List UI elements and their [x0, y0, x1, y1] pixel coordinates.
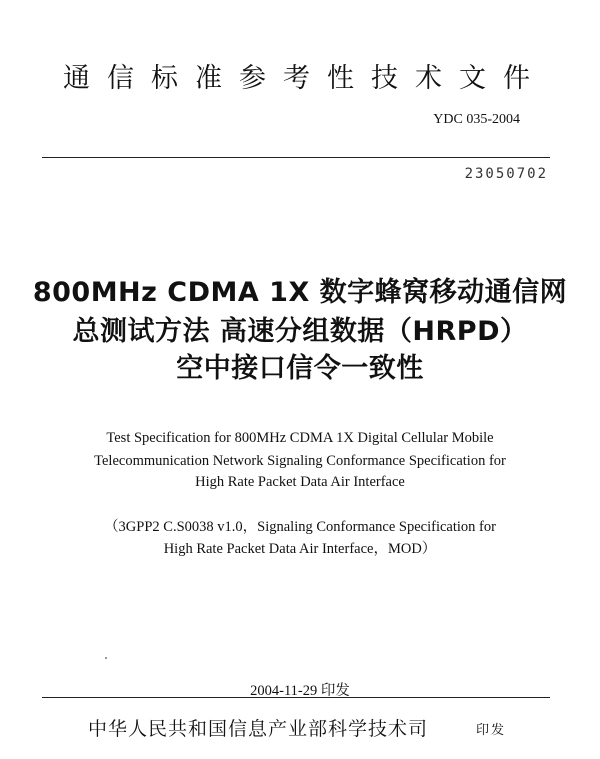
- top-divider: [42, 157, 550, 158]
- bottom-divider: [42, 697, 550, 698]
- reference-line-1: （3GPP2 C.S0038 v1.0，Signaling Conformance Specification for: [104, 519, 496, 535]
- chinese-title-line-3: 空中接口信令一致性: [176, 353, 424, 384]
- english-title-line-2: Telecommunication Network Signaling Conformance Specification for: [94, 453, 506, 469]
- scan-speck: [105, 657, 107, 659]
- stamp-number: 23050702: [464, 166, 548, 182]
- document-category-title: 通信标准参考性技术文件: [63, 63, 547, 94]
- english-title-line-1: Test Specification for 800MHz CDMA 1X Digital Cellular Mobile: [106, 430, 494, 446]
- document-number: YDC 035-2004: [433, 112, 520, 127]
- chinese-title-line-1: 800MHz CDMA 1X 数字蜂窝移动通信网: [32, 277, 568, 308]
- issuing-authority: 中华人民共和国信息产业部科学技术司: [88, 718, 429, 740]
- issuing-suffix: 印发: [476, 723, 507, 738]
- english-title-line-3: High Rate Packet Data Air Interface: [195, 474, 405, 490]
- chinese-title-line-2: 总测试方法 高速分组数据（HRPD）: [72, 316, 528, 347]
- issue-date: 2004-11-29 印发: [250, 683, 350, 699]
- reference-line-2: High Rate Packet Data Air Interface，MOD）: [163, 541, 437, 557]
